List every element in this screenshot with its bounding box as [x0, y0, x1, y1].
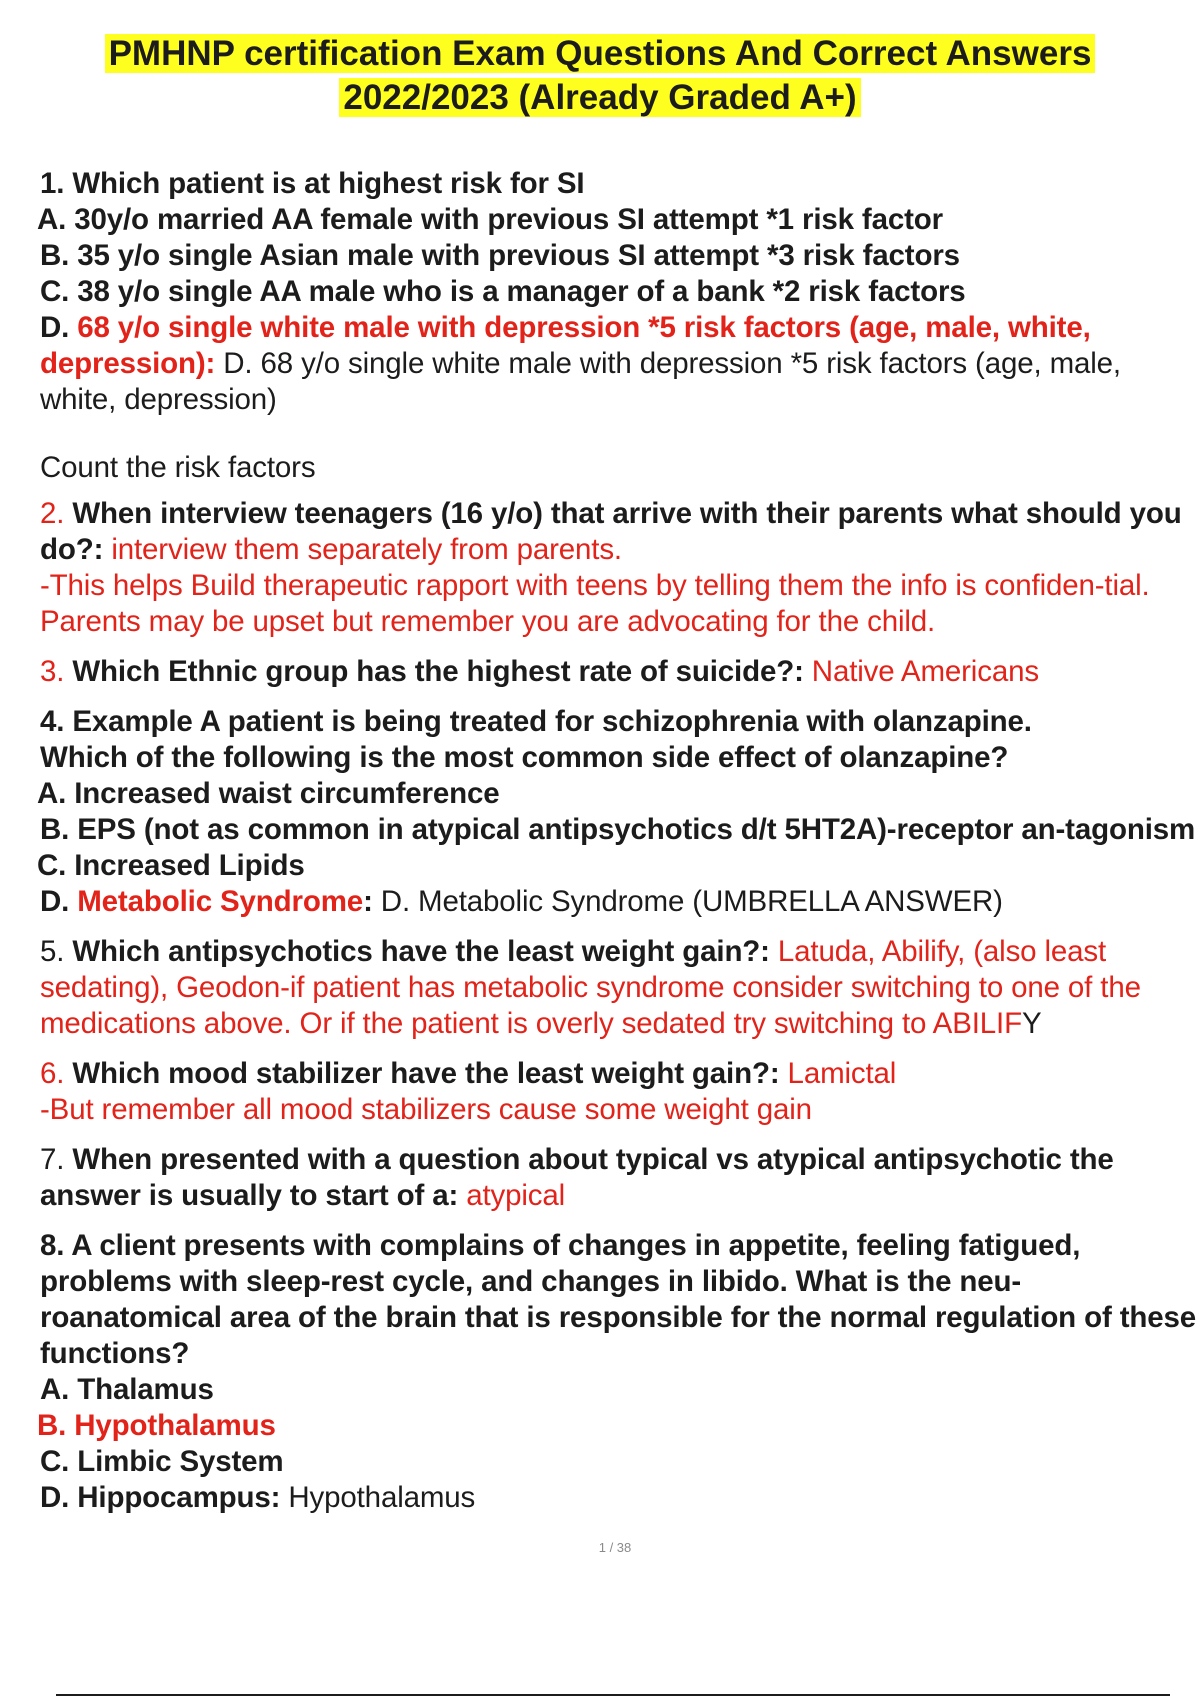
page-number: 1 / 38 [598, 1540, 632, 1555]
question-5-number: 5. [40, 935, 65, 968]
question-6 [40, 1056, 1196, 1128]
question-8-text: 8. A client presents with complains of changes in appetite, feeling fatigued, problems with sleep-rest cycle, and changes in libido. What is the neu-roanatomical area of the brain that is responsible for the normal regulation of these functions? [40, 1229, 1197, 1370]
question-8-option-d [40, 1480, 1196, 1516]
question-3 [40, 654, 1196, 690]
title-line-2: 2022/2023 (Already Graded A+) [339, 78, 860, 117]
question-2-text [40, 496, 1196, 568]
question-4-option-d-text: Metabolic Syndrome [77, 885, 364, 918]
question-2-note: -This helps Build therapeutic rapport with teens by telling them the info is confiden-tial. Parents may be upset but remember you are advocating for the child. [40, 569, 1150, 638]
question-6-text [40, 1056, 1196, 1092]
question-7-text [40, 1142, 1196, 1214]
question-6-prompt: Which mood stabilizer have the least weight gain?: [64, 1057, 780, 1090]
question-1-note: Count the risk factors [40, 451, 316, 484]
question-7-prompt: When presented with a question about typical vs atypical antipsychotic the answer is usually to start of a: [40, 1143, 1114, 1212]
question-7 [40, 1142, 1196, 1214]
title-line-1: PMHNP certification Exam Questions And Correct Answers [105, 34, 1096, 73]
question-8-option-d-label: D. Hippocampus: [40, 1481, 281, 1514]
question-7-answer: atypical [458, 1179, 566, 1212]
question-4-option-d-label: D. [40, 885, 78, 918]
question-3-number: 3. [40, 655, 65, 688]
question-1-answer: D. 68 y/o single white male with depression *5 risk factors (age, male, white, depression) [40, 347, 1121, 416]
question-1-option-d-label: D. [40, 311, 78, 344]
question-8-option-b: B. Hypothalamus [37, 1409, 276, 1442]
page-bottom-rule [56, 1694, 1170, 1696]
question-4-option-b: B. EPS (not as common in atypical antipsychotics d/t 5HT2A)-receptor an-tagonism [40, 813, 1196, 846]
question-4-option-c: C. Increased Lipids [37, 849, 305, 882]
question-3-answer: Native Americans [803, 655, 1039, 688]
question-6-number: 6. [40, 1057, 65, 1090]
document-body [37, 166, 1197, 1516]
question-8-option-a: A. Thalamus [40, 1373, 214, 1406]
question-4-option-a: A. Increased waist circumference [37, 777, 500, 810]
question-7-number: 7. [40, 1143, 65, 1176]
question-5 [40, 934, 1196, 1042]
question-1 [37, 166, 1196, 486]
question-8-option-c: C. Limbic System [40, 1445, 284, 1478]
question-2-answer: interview them separately from parents. [103, 533, 622, 566]
question-2-prompt: When interview teenagers (16 y/o) that arrive with their parents what should you do?: [40, 497, 1182, 566]
question-6-note: -But remember all mood stabilizers cause some weight gain [40, 1093, 812, 1126]
question-4-answer: D. Metabolic Syndrome (UMBRELLA ANSWER) [372, 885, 1003, 918]
question-1-option-c: C. 38 y/o single AA male who is a manager of a bank *2 risk factors [40, 275, 966, 308]
question-1-option-d-text: 68 y/o single white male with depression *5 risk factors (age, male, white, depression): [40, 311, 1091, 380]
question-1-option-a: A. 30y/o married AA female with previous SI attempt *1 risk factor [37, 203, 943, 236]
question-4-text-line-1: 4. Example A patient is being treated for schizophrenia with olanzapine. [40, 705, 1032, 738]
question-6-answer: Lamictal [779, 1057, 897, 1090]
question-4-option-d [40, 884, 1196, 920]
question-4 [37, 704, 1196, 920]
question-5-prompt: Which antipsychotics have the least weight gain?: [64, 935, 770, 968]
question-2-number: 2. [40, 497, 65, 530]
question-4-text-line-2: Which of the following is the most common side effect of olanzapine? [40, 741, 1009, 774]
question-3-text [40, 654, 1196, 690]
question-5-answer: Latuda, Abilify, (also least sedating), Geodon-if patient has metabolic syndrome consider switching to one of the medications above. Or if the patient is overly sedated try switching to ABILIF [40, 935, 1141, 1040]
question-1-text: 1. Which patient is at highest risk for SI [40, 167, 585, 200]
question-8 [37, 1228, 1197, 1516]
question-5-answer-tail: Y [1021, 1007, 1042, 1040]
question-5-text [40, 934, 1196, 1042]
question-2 [40, 496, 1196, 640]
question-4-colon: : [363, 885, 373, 918]
question-3-prompt: Which Ethnic group has the highest rate of suicide?: [64, 655, 804, 688]
question-1-option-b: B. 35 y/o single Asian male with previous SI attempt *3 risk factors [40, 239, 960, 272]
question-8-answer: Hypothalamus [280, 1481, 476, 1514]
question-1-option-d [40, 310, 1196, 418]
document-title [40, 32, 1160, 120]
